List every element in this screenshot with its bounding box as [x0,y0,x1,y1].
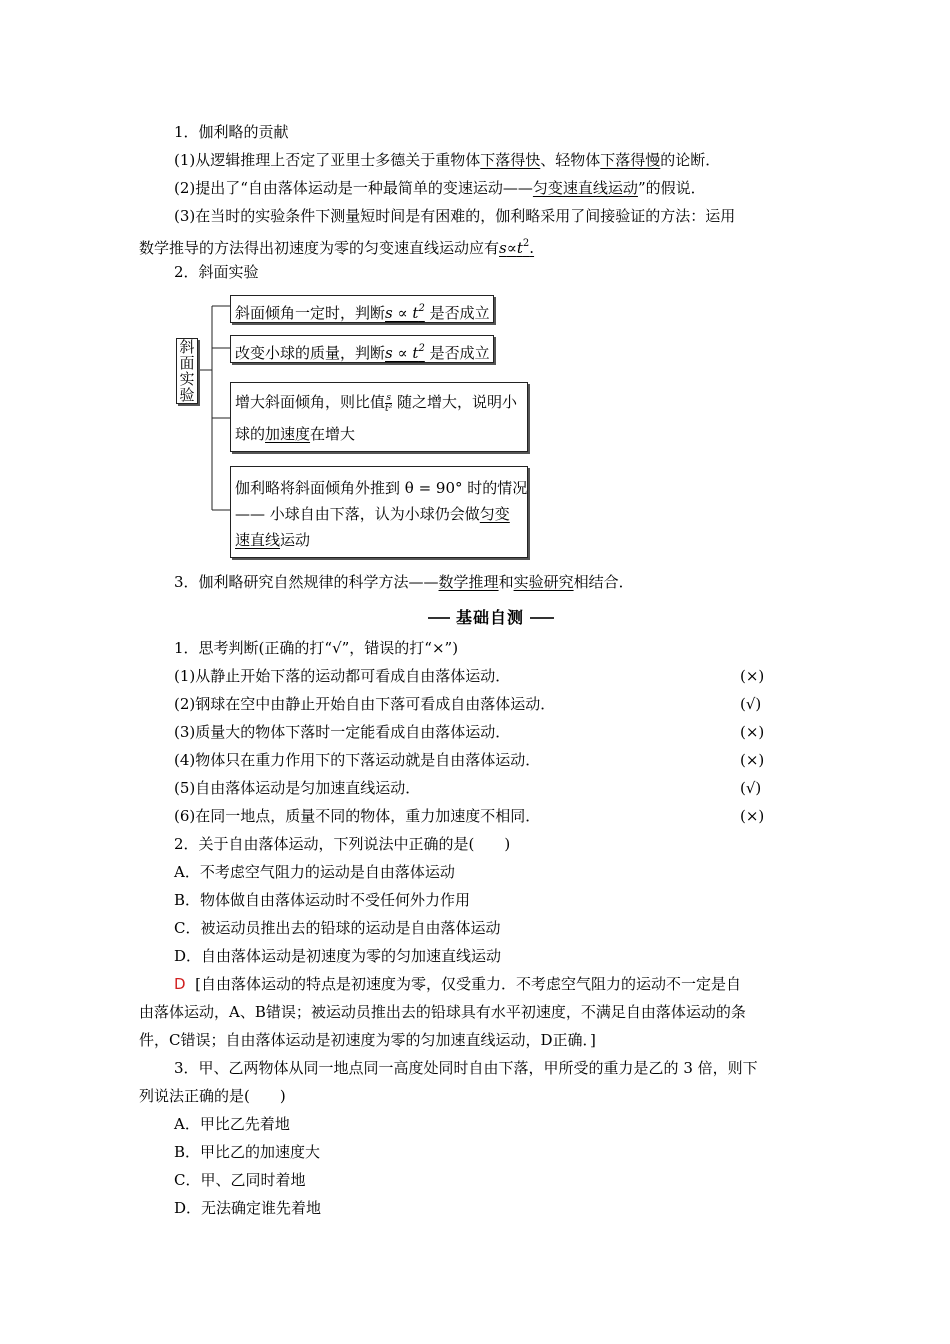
box-line [235,386,523,418]
formula-exp: 2 [418,343,425,354]
q3-stem-line-2: 列说法正确的是( ) [139,1087,286,1105]
blank-answer: 加速度 [265,425,311,443]
text: 增大斜面倾角，则比值 [235,393,386,411]
q1-item-mark: (×) [740,723,765,741]
q2-explanation-line-1 [174,974,741,994]
q2-explanation-line-2: 由落体运动，A、B错误；被运动员推出去的铅球具有水平初速度，不满足自由落体运动的条 [139,1003,746,1021]
s1-paragraph-3-line-1: (3)在当时的实验条件下测量短时间是有困难的，伽利略采用了间接验证的方法：运用 [174,207,736,225]
text: 是否成立 [424,304,490,322]
formula-body: s ∝ t [385,344,419,362]
q3-option-b: B．甲比乙的加速度大 [174,1143,321,1161]
formula-body: s ∝ t [385,304,419,322]
box-line [235,418,523,450]
text: 在增大 [310,425,356,443]
box-angle-constant [230,295,494,323]
q1-item-text: (4)物体只在重力作用下的下落运动就是自由落体运动． [174,751,541,769]
text: 数学推导的方法得出初速度为零的匀变速直线运动应有 [139,239,500,257]
q3-option-a: A．甲比乙先着地 [174,1115,290,1133]
text: 球的 [235,425,266,443]
formula [385,344,425,362]
section-badge [428,608,554,628]
box-line [235,501,523,527]
q2-stem: 2．关于自由落体运动，下列说法中正确的是( ) [174,835,511,853]
q3-option-c: C．甲、乙同时着地 [174,1171,306,1189]
text: 的论断． [660,151,721,169]
q1-item-mark: (√) [740,779,762,797]
blank-answer: 数学推理 [438,573,499,591]
fraction-numerator: s [386,392,391,403]
text: 改变小球的质量，判断 [235,344,386,362]
formula-end: . [529,239,535,257]
text: 3．伽利略研究自然规律的科学方法—— [174,573,439,591]
q1-item-text: (6)在同一地点，质量不同的物体，重力加速度不相同． [174,807,541,825]
q1-stem: 1．思考判断(正确的打“√”，错误的打“×”) [174,639,459,657]
box-change-mass [230,335,494,363]
q3-option-d: D．无法确定谁先着地 [174,1199,322,1217]
text: ”的假说． [637,179,706,197]
formula-exp: 2 [418,303,425,314]
text: [自由落体运动的特点是初速度为零，仅受重力．不考虑空气阻力的运动不一定是自 [195,975,741,993]
blank-answer: 速直线 [235,531,281,549]
q1-item-text: (2)钢球在空中由静止开始自由下落可看成自由落体运动． [174,695,556,713]
formula-s: s [499,239,507,257]
q2-option-b: B．物体做自由落体运动时不受任何外力作用 [174,891,471,909]
q2-option-a: A．不考虑空气阻力的运动是自由落体运动 [174,863,455,881]
q1-item-mark: (√) [740,695,762,713]
formula-exp: 2 [522,238,530,249]
q2-explanation-line-3: 件，C错误；自由落体运动是初速度为零的匀加速直线运动，D正确．] [139,1031,596,1049]
text: (1)从逻辑推理上否定了亚里士多德关于重物体 [174,151,481,169]
box-extrapolate [230,466,528,558]
fraction-denominator: t² [385,403,393,414]
text: 相结合． [573,573,634,591]
text: 随之增大，说明小 [392,393,518,411]
box-line [235,527,523,553]
blank-answer: 匀变速直线运动 [532,179,638,197]
q2-option-d: D．自由落体运动是初速度为零的匀加速直线运动 [174,947,502,965]
blank-answer: 下落得快 [480,151,541,169]
box-line: 伽利略将斜面倾角外推到 θ = 90° 时的情况 [235,479,528,497]
blank-answer: 实验研究 [513,573,574,591]
text: —— 小球自由下落，认为小球仍会做 [235,505,480,523]
formula [385,304,425,322]
blank-answer: 下落得慢 [600,151,661,169]
q2-answer: D [174,975,186,993]
section-3 [174,572,634,592]
blank-answer: 匀变 [479,505,510,523]
q1-item-text: (3)质量大的物体下落时一定能看成自由落体运动． [174,723,511,741]
text: (2)提出了“自由落体运动是一种最简单的变速运动—— [174,179,533,197]
q1-item-text: (5)自由落体运动是匀加速直线运动． [174,779,421,797]
box-increase-angle [230,382,528,452]
q1-item-mark: (×) [740,667,765,685]
q1-item-text: (1)从静止开始下落的运动都可看成自由落体运动． [174,667,511,685]
q2-option-c: C．被运动员推出去的铅球的运动是自由落体运动 [174,919,501,937]
q1-item-mark: (×) [740,807,765,825]
text: 和 [498,573,514,591]
text: 是否成立 [424,344,490,362]
formula-t: t [516,239,523,257]
q3-stem-line-1: 3．甲、乙两物体从同一地点同一高度处同时自由下落，甲所受的重力是乙的 3 倍，则下 [174,1059,758,1077]
text: 运动 [280,531,311,549]
badge-label: 基础自测 [450,608,530,628]
text: 斜面倾角一定时，判断 [235,304,386,322]
q1-item-mark: (×) [740,751,765,769]
experiment-label: 斜面实验 [176,338,198,404]
formula-op: ∝ [506,239,517,257]
section-2-heading: 2．斜面实验 [174,263,259,281]
text: 、轻物体 [540,151,601,169]
section-1-heading: 1．伽利略的贡献 [174,123,289,141]
